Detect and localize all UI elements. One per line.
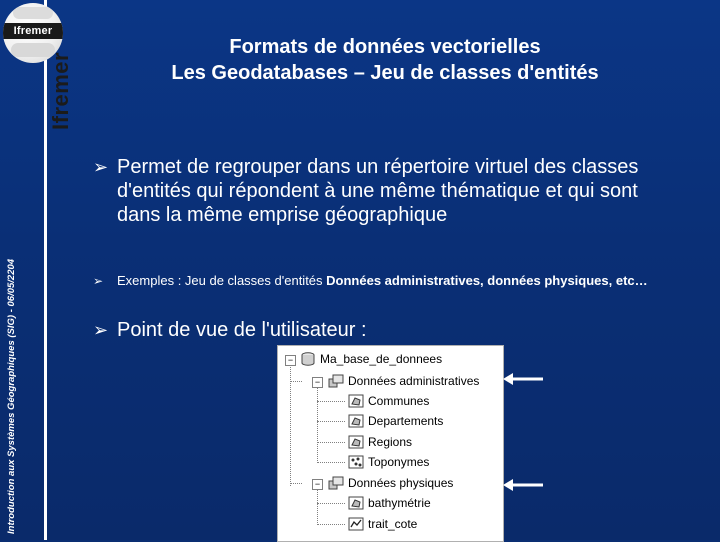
collapse-toggle[interactable]: − (312, 377, 323, 388)
bullet-2-text: Exemples : Jeu de classes d'entités (117, 273, 327, 288)
catalog-tree: − Ma_base_de_donnees − Données administratives Communes Departements Regions Toponymes − Données physiques bathymétrie trait_cote (277, 345, 504, 542)
feature-dataset-icon (328, 476, 344, 490)
bullet-2 (93, 272, 653, 289)
bullet-arrow-icon: ➢ (93, 157, 109, 177)
slide-title (100, 34, 670, 86)
bullet-arrow-icon: ➢ (93, 320, 109, 340)
arrow-left-icon (503, 372, 543, 386)
title-line-2: Les Geodatabases – Jeu de classes d'entités (171, 62, 599, 84)
point-feature-class-icon (348, 455, 364, 469)
collapse-toggle[interactable]: − (285, 355, 296, 366)
arrow-left-icon (503, 478, 543, 492)
title-line-1: Formats de données vectorielles (229, 36, 541, 58)
feature-dataset-icon (328, 374, 344, 388)
divider-line (44, 0, 47, 540)
bullet-2-bold: Données administratives, données physiques, etc… (326, 273, 648, 288)
vertical-logo: Ifremer (48, 51, 73, 130)
bullet-3-text: Point de vue de l'utilisateur : (117, 319, 367, 341)
bullet-arrow-icon: ➢ (93, 274, 104, 288)
vertical-caption: Introduction aux Systèmes Géographiques (SIG) - 06/05/2204 (6, 258, 17, 534)
bullet-1-text: Permet de regrouper dans un répertoire virtuel des classes d'entités qui répondent à une même thématique et qui sont dans la même emprise géographique (117, 156, 639, 226)
polygon-feature-class-icon (348, 496, 364, 510)
polygon-feature-class-icon (348, 414, 364, 428)
bullet-1 (93, 155, 653, 227)
logo-text: Ifremer (13, 25, 53, 37)
polygon-feature-class-icon (348, 435, 364, 449)
geodatabase-icon (300, 352, 316, 366)
collapse-toggle[interactable]: − (312, 479, 323, 490)
left-strip (0, 0, 73, 540)
polygon-feature-class-icon (348, 394, 364, 408)
line-feature-class-icon (348, 517, 364, 531)
bullet-3 (93, 318, 653, 342)
